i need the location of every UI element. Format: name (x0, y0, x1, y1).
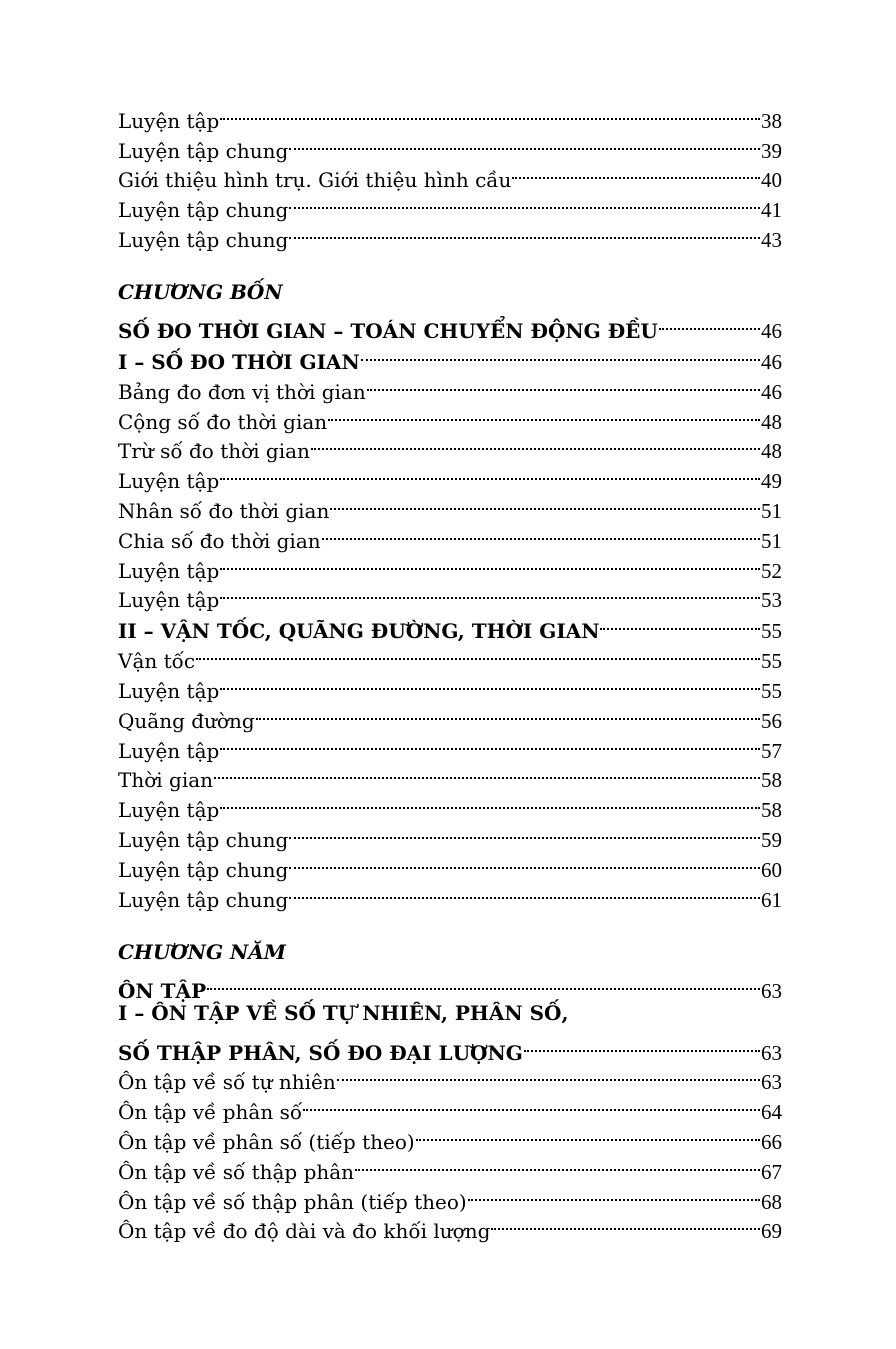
toc-entry-page: 56 (761, 708, 782, 733)
toc-entry-label: Cộng số đo thời gian (118, 409, 328, 434)
toc-entry-page: 43 (761, 227, 782, 252)
toc-group-1 (118, 98, 782, 252)
toc-entry-label: Quãng đường (118, 708, 255, 733)
chapter-5 (118, 937, 782, 1244)
toc-entry-label: Luyện tập chung (118, 138, 289, 163)
dot-leader (289, 217, 760, 247)
toc-entry-label: Thời gian (118, 768, 214, 793)
toc-entry-label: Luyện tập (118, 469, 220, 494)
dot-leader (220, 578, 760, 608)
toc-entry-page: 49 (761, 469, 782, 494)
toc-entry-page: 57 (761, 738, 782, 763)
toc-entry-page: 59 (761, 827, 782, 852)
dot-leader (600, 607, 760, 638)
toc-entry-label: Ôn tập về số thập phân (118, 1159, 355, 1184)
toc-entry-page: 46 (761, 379, 782, 404)
toc-entry (118, 787, 782, 823)
dot-leader (303, 1089, 760, 1119)
dot-leader (220, 668, 760, 698)
dot-leader (468, 1179, 760, 1209)
toc-entry-page: 67 (761, 1159, 782, 1184)
toc-entry-page: 52 (761, 558, 782, 583)
toc-entry-label: Luyện tập chung (118, 827, 289, 852)
toc-entry-label: Giới thiệu hình trụ. Giới thiệu hình cầu (118, 168, 512, 193)
toc-entry-label: Luyện tập chung (118, 857, 289, 882)
toc-entry-label: SỐ THẬP PHÂN, SỐ ĐO ĐẠI LƯỢNG (118, 1040, 523, 1065)
dot-leader (330, 488, 760, 518)
dot-leader (524, 1029, 760, 1060)
dot-leader (337, 1060, 760, 1090)
toc-entry-label: Ôn tập về đo độ dài và đo khối lượng (118, 1219, 491, 1244)
toc-entry (118, 758, 782, 793)
dot-leader (289, 847, 760, 877)
toc-entry-page: 51 (761, 528, 782, 553)
toc-entry-label: Luyện tập chung (118, 887, 289, 912)
dot-leader (355, 1149, 760, 1179)
dot-leader (289, 877, 760, 907)
toc-entry-label: SỐ ĐO THỜI GIAN – TOÁN CHUYỂN ĐỘNG ĐỀU (118, 318, 658, 343)
toc-entry-page: 63 (761, 1040, 782, 1065)
dot-leader (491, 1209, 760, 1239)
toc-entry-page: 60 (761, 857, 782, 882)
toc-entry-page: 58 (761, 768, 782, 793)
dot-leader (328, 399, 760, 429)
toc-entry-page: 48 (761, 409, 782, 434)
dot-leader (256, 698, 760, 728)
toc-entry (118, 98, 782, 133)
dot-leader (289, 187, 760, 217)
toc-entry-page: 55 (761, 649, 782, 674)
toc-entry (118, 638, 782, 674)
toc-entry-label: Luyện tập (118, 558, 220, 583)
chapter-5-title: CHƯƠNG NĂM (118, 939, 286, 964)
toc-entry-label: II – VẬN TỐC, QUÃNG ĐƯỜNG, THỜI GIAN (118, 619, 600, 644)
toc-entry-page: 53 (761, 588, 782, 613)
dot-leader (367, 369, 760, 399)
toc-entry-page: 63 (761, 1070, 782, 1095)
toc-entry-label: Luyện tập chung (118, 227, 289, 252)
dot-leader (207, 967, 760, 998)
toc-entry-label: Chia số đo thời gian (118, 528, 321, 553)
dot-leader (196, 638, 760, 668)
toc-entry-page: 64 (761, 1100, 782, 1125)
toc-entry-page: 46 (761, 349, 782, 374)
table-of-contents (118, 98, 782, 1244)
dot-leader (220, 98, 760, 128)
toc-entry-label: Ôn tập về số thập phân (tiếp theo) (118, 1189, 467, 1214)
chapter-4-title: CHƯƠNG BỐN (118, 279, 283, 304)
toc-entry-page: 61 (761, 887, 782, 912)
toc-entry-page: 69 (761, 1219, 782, 1244)
toc-entry-page: 38 (761, 108, 782, 133)
toc-entry-page: 68 (761, 1189, 782, 1214)
dot-leader (220, 458, 760, 488)
toc-entry-label: Luyện tập chung (118, 198, 289, 223)
toc-entry-page: 66 (761, 1129, 782, 1154)
toc-entry-page: 39 (761, 138, 782, 163)
toc-entry-label: Luyện tập (118, 108, 220, 133)
chapter-4 (118, 277, 782, 912)
toc-entry-label: Ôn tập về phân số (118, 1100, 303, 1125)
toc-entry-label: Luyện tập (118, 798, 220, 823)
dot-leader (512, 158, 760, 188)
toc-entry-label: Ôn tập về phân số (tiếp theo) (118, 1129, 415, 1154)
chapter-5-section-1-line-1: I – ÔN TẬP VỀ SỐ TỰ NHIÊN, PHÂN SỐ, (118, 1000, 569, 1025)
toc-entry-label: Nhân số đo thời gian (118, 498, 330, 523)
toc-entry-label: Trừ số đo thời gian (118, 439, 310, 464)
dot-leader (311, 429, 760, 459)
toc-entry-label: I – SỐ ĐO THỜI GIAN (118, 349, 360, 374)
dot-leader (361, 338, 760, 369)
toc-entry-page: 58 (761, 798, 782, 823)
toc-entry-page: 46 (761, 318, 782, 343)
toc-entry-page: 51 (761, 498, 782, 523)
chapter-5-section-1-line-2 (118, 1029, 782, 1065)
toc-entry-page: 40 (761, 168, 782, 193)
dot-leader (220, 787, 760, 817)
toc-entry-page: 55 (761, 678, 782, 703)
toc-entry-page: 48 (761, 439, 782, 464)
toc-entry-label: Bảng đo đơn vị thời gian (118, 379, 366, 404)
toc-entry-label: ÔN TẬP (118, 978, 207, 1003)
toc-entry-label: Luyện tập (118, 738, 220, 763)
toc-entry-page: 55 (761, 619, 782, 644)
dot-leader (220, 548, 760, 578)
dot-leader (416, 1119, 760, 1149)
toc-entry-label: Vận tốc (118, 649, 196, 674)
toc-entry-label: Ôn tập về số tự nhiên (118, 1070, 336, 1095)
dot-leader (214, 758, 760, 788)
dot-leader (322, 518, 760, 548)
toc-entry (118, 668, 782, 703)
toc-entry-page: 63 (761, 978, 782, 1003)
toc-entry-label: Luyện tập (118, 678, 220, 703)
chapter-5-heading (118, 967, 782, 1003)
dot-leader (659, 307, 760, 338)
toc-entry-page: 41 (761, 198, 782, 223)
dot-leader (289, 817, 760, 847)
dot-leader (220, 728, 760, 758)
toc-entry-label: Luyện tập (118, 588, 220, 613)
chapter-4-heading (118, 307, 782, 343)
dot-leader (289, 128, 760, 158)
